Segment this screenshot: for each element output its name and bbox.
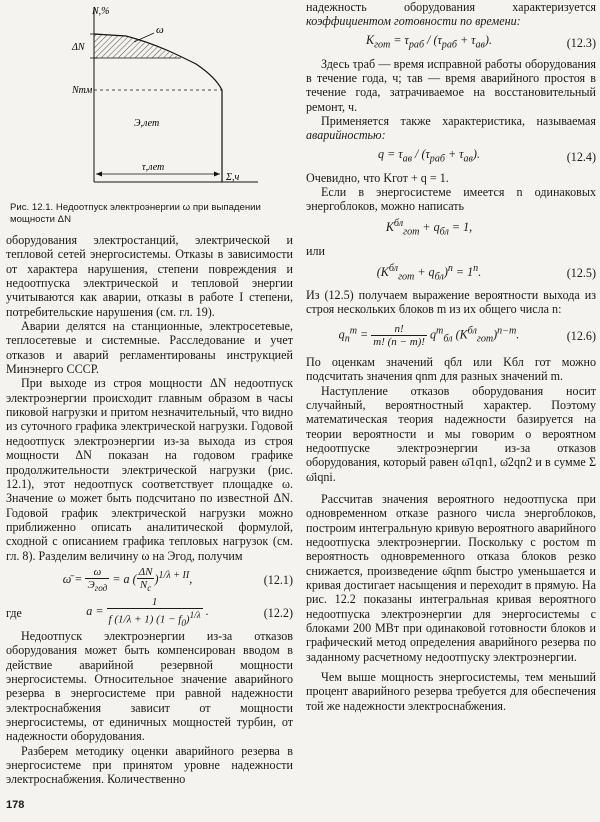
left-paragraph-4: Недоотпуск электроэнергии из-за отказов оборудования может быть компенсирован вводом в действие аварийной резервной мощности энергосистемы. Относительное значение аварийного резерва в энергосистеме при равной надежности электроснабжения зависит от мощности энергосистемы, от единичных мощностей турбин, от надежности оборудования. [6, 628, 293, 744]
equation-12-2: где a = $\frac{1}{f (1/\lambda + 1) (1 - f_0)^{1/\lambda}}$ . (12.2) [6, 596, 293, 629]
eq-number: (12.4) [566, 149, 596, 164]
left-paragraph-1: оборудования электростанций, электрической и тепловой сетей энергосистемы. Отказы в зависимости от характера нарушения, степени повреждения и недоотпуска электрической и тепловой энергии учитываются как аварии, отказы в работе I степени, потребительские нарушения (см. гл. 19). [6, 233, 293, 319]
where-label: где [6, 605, 22, 620]
right-paragraph-8: Наступление отказов оборудования носит случайный, вероятностный характер. Поэтому математическая теория надежности базируется на теории вероятности и мы говорим о вероятном недоотпуске электроэнергии из-за отказов оборудования, который равен ω̄1qn1, ω̄2qn2 и в сумме Σ ω̄iqni. [306, 383, 596, 484]
delta-n-label: ΔN [72, 42, 85, 53]
right-paragraph-5: Если в энергосистеме имеется n одинаковых энергоблоков, можно написать [306, 185, 596, 214]
right-paragraph-7: По оценкам значений qбл или Kбл гот можно подсчитать значения qnm для разных значений m. [306, 354, 596, 384]
omega-label: ω [156, 24, 164, 36]
right-column [306, 0, 596, 713]
y-axis-label: N,% [92, 6, 110, 17]
equation-12-5: $(K^{бл}_{гот} + q_{бл})^n = 1^n$. (12.5) [376, 262, 596, 283]
region-label: Э,лет [134, 118, 160, 129]
x-label: τ,лет [142, 162, 165, 173]
eq-number: (12.6) [566, 328, 596, 343]
right-paragraph-10: Чем выше мощность энергосистемы, тем меньший процент аварийного резерва требуется для обеспечения той же надежности электроснабжения. [306, 670, 596, 713]
load-duration-chart [6, 0, 293, 200]
figure-caption: Рис. 12.1. Недоотпуск электроэнергии ω при выпадении мощности ΔN [10, 202, 261, 225]
left-paragraph-5: Разберем методику оценки аварийного резерва в энергосистеме при принятом уровне надежности электроснабжения. Количественно [6, 743, 293, 787]
figure-12-1 [6, 0, 293, 200]
eq-number: (12.5) [566, 265, 596, 280]
left-column [6, 0, 293, 787]
right-paragraph-2: Здесь τраб — время исправной работы оборудования в течение года, ч; τав — время аварийного простоя в течение года, затрачиваемое на восстановительный ремонт, ч. [306, 56, 596, 114]
omega-area [94, 34, 181, 58]
eq-number: (12.1) [263, 572, 293, 587]
equation-12-1: ω̄ = $\frac{\omega}{Э_{год}}$ = a ( $\frac{\Delta N}{N_c}$ )$^{1/\lambda + II}$, (12.1) [62, 565, 293, 593]
eq-number: (12.3) [566, 35, 596, 50]
or-label: или [306, 243, 325, 258]
equation-12-3: $K_{гот} = \tau_{раб} / (\tau_{раб} + \tau_{ав})$. (12.3) [366, 32, 596, 51]
equation-12-5a: $K^{бл}_{гот} + q_{бл} = 1$, [385, 218, 473, 238]
right-paragraph-1: надежность оборудования характеризуется коэффициентом готовности по времени: [306, 0, 596, 29]
eq-number: (12.2) [263, 605, 293, 620]
right-paragraph-6: Из (12.5) получаем выражение вероятности выхода из строя нескольких блоков m из их общего числа n: [306, 288, 596, 317]
ntm-label: Nтм [72, 85, 93, 96]
right-paragraph-3: Применяется также характеристика, называемая аварийностью: [306, 114, 596, 143]
left-paragraph-3: При выходе из строя мощности ΔN недоотпуск электроэнергии происходит главным образом в часы пиковой нагрузки и притом незначительный, что видно из суточного графика электрической нагрузки. Годовой недоотпуск электроэнергии из-за выхода из строя мощности ΔN показан на годовом графике продолжительности электрической нагрузки (рис. 12.1), этот недоотпуск соответствует площадке ω. Значение ω может быть подсчитано по известной ΔN. Годовой график электрической нагрузки можно приближенно описать аналитической формулой, сходной с описанием графика тепловых нагрузок (см. гл. 8). Разделим величину ω на Эгод, получим [6, 376, 293, 563]
right-paragraph-4: Очевидно, что Kгот + q = 1. [306, 170, 449, 185]
left-paragraph-2: Аварии делятся на станционные, электросетевые, теплосетевые и системные. Расследование и учет отказов и аварий регламентированы инструкцией Минэнерго СССР. [6, 319, 293, 377]
right-paragraph-9: Рассчитав значения вероятного недоотпуска при одновременном отказе разного числа энергоблоков, построим интегральную кривую вероятного аварийного недоотпуска электроэнергии. Поскольку с ростом m вероятность одновременного отказа блоков резко снижается, произведение ω̄qnm быстро уменьшается и кривая достигает насыщения и переходит в прямую. На рис. 12.2 показаны интегральная кривая вероятного недоотпуска электроэнергии для энергосистемы с блоками 200 МВт при одинаковой готовности блоков и графический метод определения аварийного резерва по заданному расчетному недоотпуску электроэнергии. [306, 491, 596, 664]
page-number: 178 [6, 799, 25, 811]
equation-12-6: $q_n^m$ = $\frac{n!}{m! (n - m)!}$ $q^m_{бл}$ $(K^{бл}_{гот})^{n-m}$. (12.6) [338, 323, 596, 349]
x-end-label: Σ,ч [226, 172, 240, 183]
equation-12-4: $q = \tau_{ав} / (\tau_{раб} + \tau_{ав})$. (12.4) [378, 146, 596, 165]
